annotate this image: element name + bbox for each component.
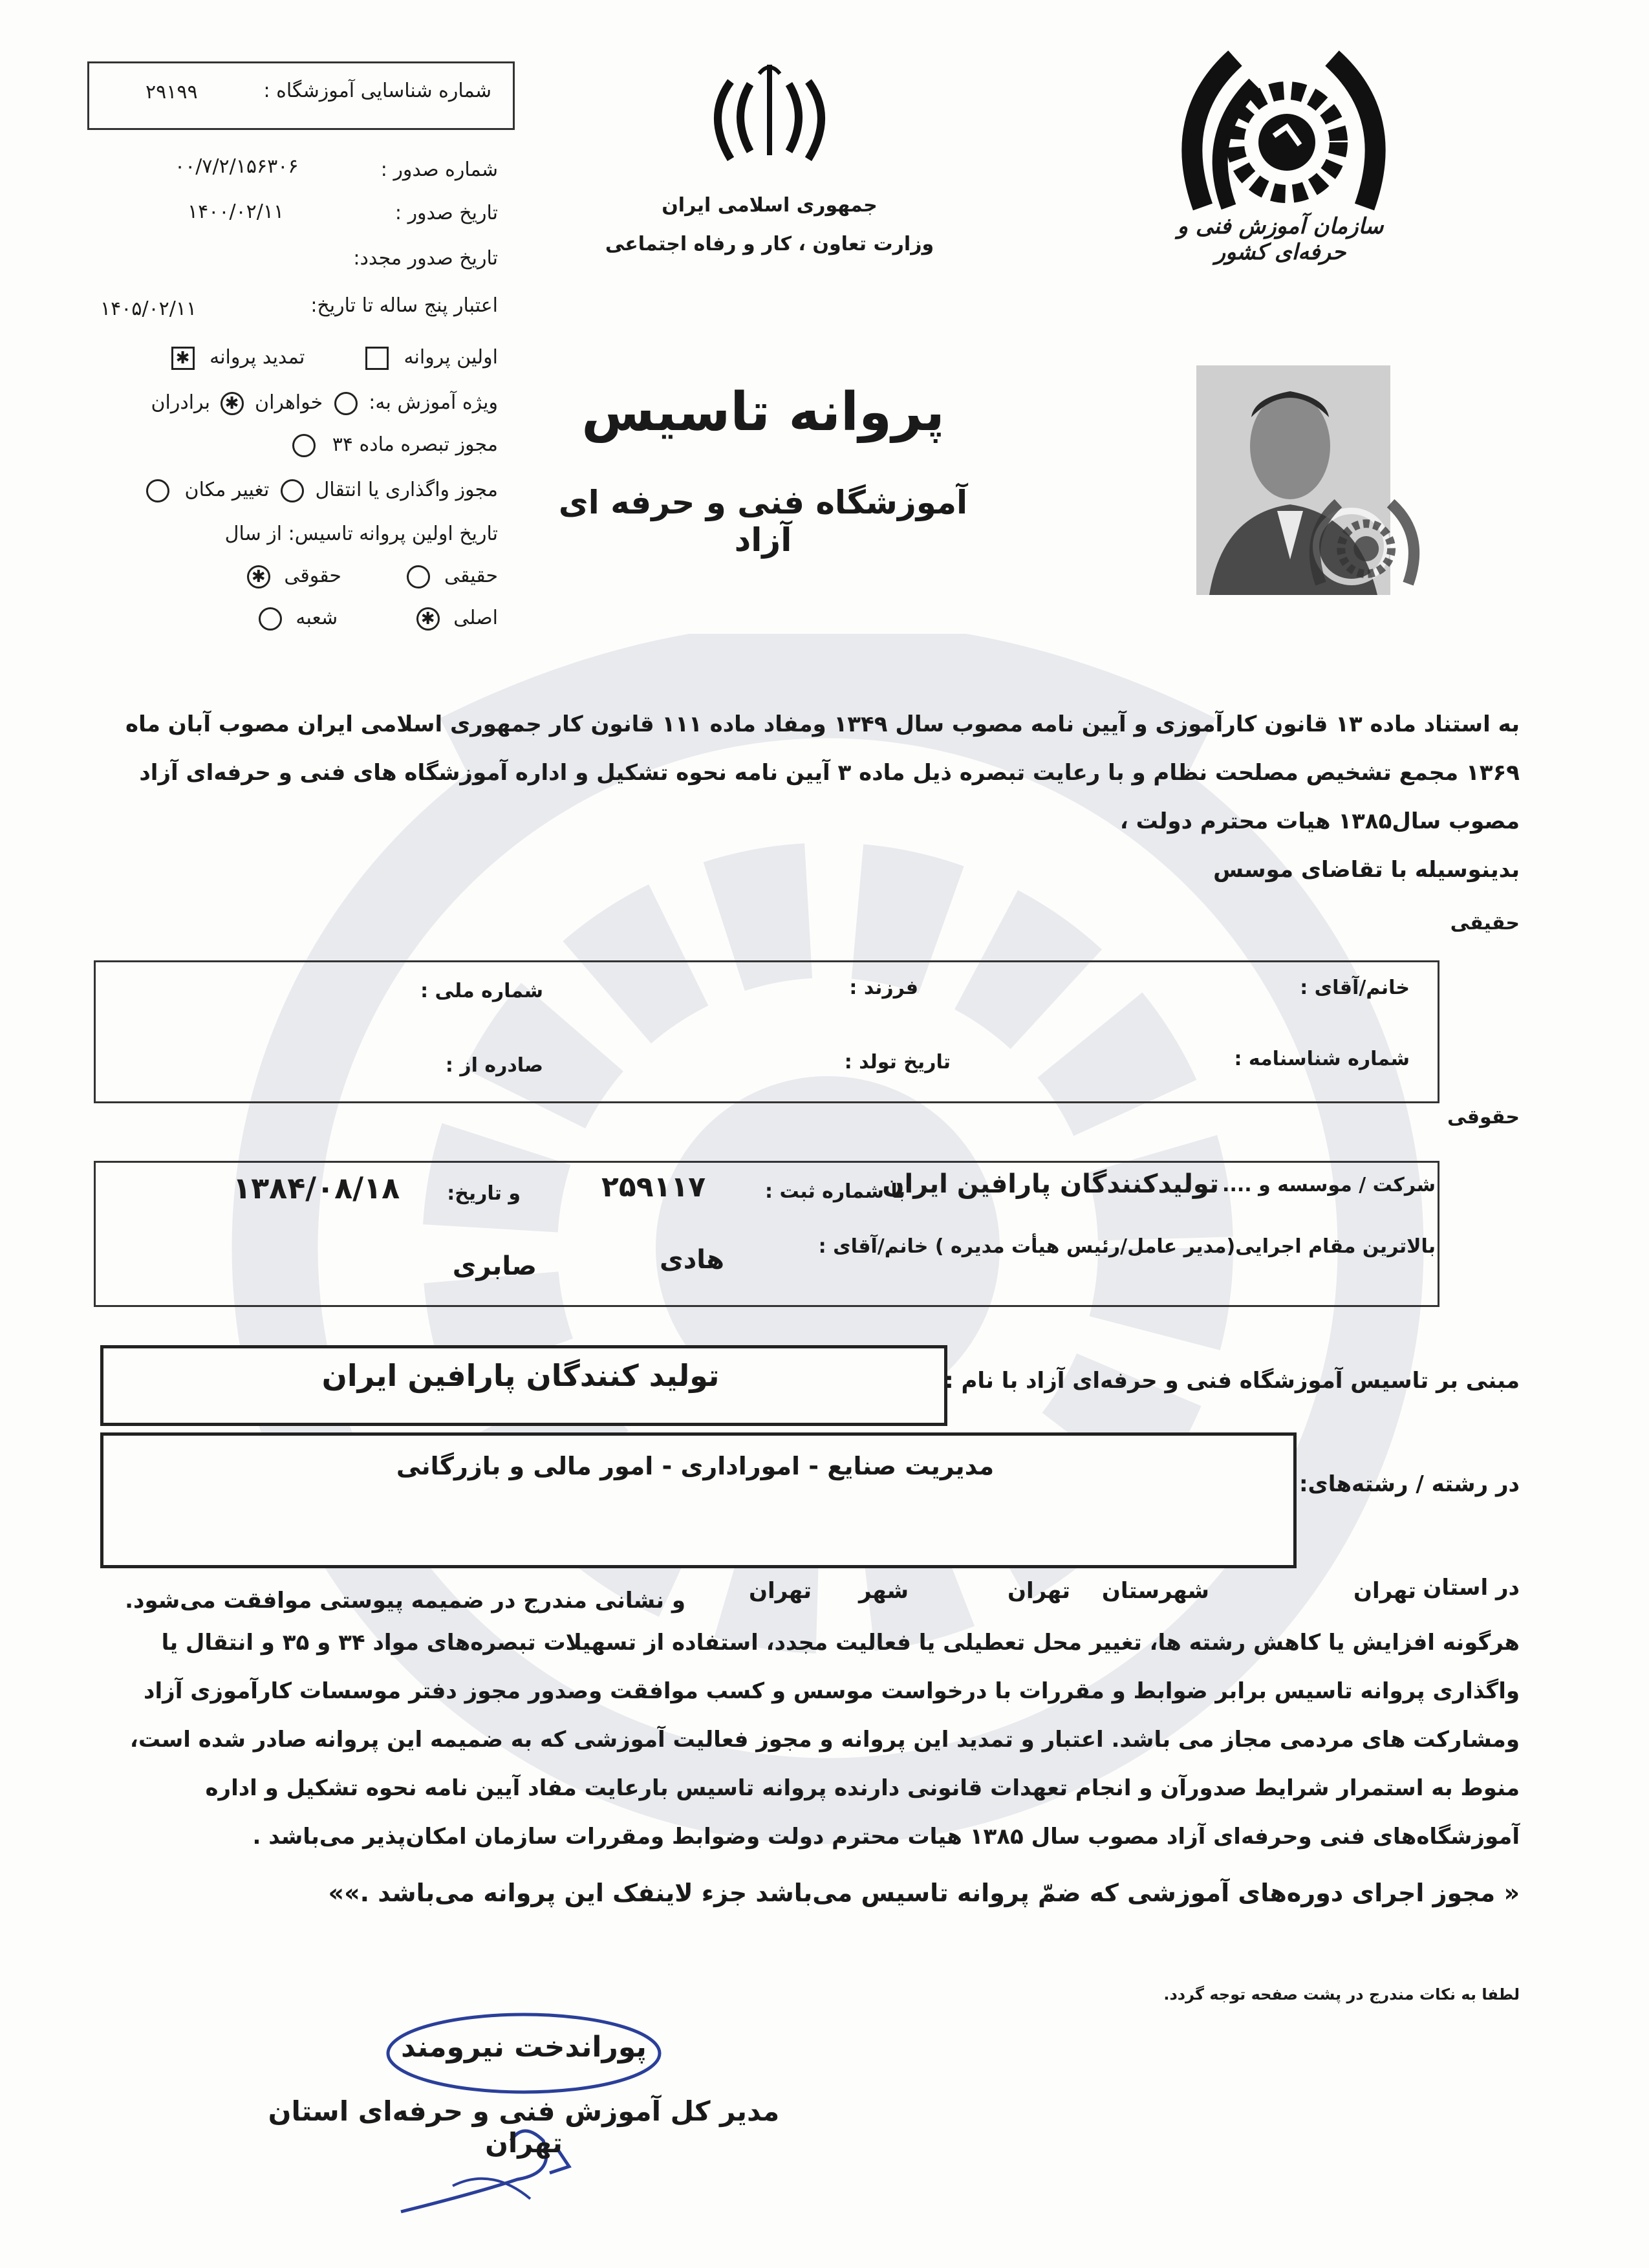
transfer-radio[interactable]: [281, 479, 304, 502]
article34-label: مجوز تبصره ماده ۳۴: [332, 433, 498, 456]
issue-date-label: تاریخ صدور :: [394, 202, 498, 224]
legal-radio[interactable]: ✱: [247, 565, 270, 589]
ceo-last-name: صابری: [452, 1251, 537, 1281]
body-line-4: منوط به استمرار شرایط صدورآن و انجام تعهدات قانونی دارنده پروانه تاسیس بارعایت مفاد آیین نامه نحوه تشکیل و اداره: [205, 1775, 1520, 1801]
real-radio[interactable]: [407, 565, 430, 589]
signatory-title: مدیر کل آموزش فنی و حرفه‌ای استان تهران: [268, 2095, 780, 2159]
location-change-label: تغییر مکان: [184, 479, 270, 501]
province-value: تهران: [1353, 1578, 1416, 1604]
signatory-name: پوراندخت نیرومند: [401, 2031, 647, 2064]
school-name-label: مبنی بر تاسیس آموزشگاه فنی و حرفه‌ای آزاد با نام :: [945, 1368, 1520, 1394]
school-id-value: ۲۹۱۹۹: [146, 81, 198, 103]
iran-emblem-icon: [692, 58, 847, 168]
real-person-box: [94, 960, 1439, 1103]
intro-line-3: مصوب سال۱۳۸۵ هیات محترم دولت ،: [1119, 808, 1520, 834]
main-radio[interactable]: ✱: [416, 607, 440, 631]
document-subtitle: آموزشگاه فنی و حرفه ای آزاد: [558, 484, 968, 559]
brothers-radio[interactable]: ✱: [221, 392, 244, 415]
city-label: شهر: [858, 1578, 909, 1604]
body-line-2: واگذاری پروانه تاسیس برابر ضوابط و مقررات با درخواست موسس و کسب موافقت وصدور مجوز دفتر موسسات کارآموزی آزاد: [144, 1678, 1520, 1704]
republic-text: جمهوری اسلامی ایران: [662, 194, 878, 217]
sisters-radio[interactable]: [334, 392, 358, 415]
reg-date-label: و تاریخ:: [447, 1182, 521, 1205]
license-type-row: [0, 346, 498, 370]
reg-number-value: ۲۵۹۱۱۷: [601, 1171, 706, 1204]
fields-label: در رشته / رشته‌های:: [1299, 1471, 1520, 1497]
legal-label: حقوقی: [284, 565, 341, 587]
ministry-text: وزارت تعاون ، کار و رفاه اجتماعی: [605, 233, 934, 255]
birth-cert-label: شماره شناسنامه :: [1234, 1048, 1410, 1070]
photo-stamp-icon: [1300, 479, 1429, 601]
father-label: فرزند :: [849, 977, 918, 999]
name-label: خانم/آقای :: [1300, 977, 1410, 999]
county-label: شهرستان: [1101, 1578, 1209, 1604]
validity-date-value: ۱۴۰۵/۰۲/۱۱: [100, 297, 197, 320]
real-person-heading: حقیقی: [1450, 912, 1520, 934]
body-line-3: ومشارکت های مردمی مجاز می باشد. اعتبار و تمدید این پروانه و مجوز فعالیت آموزشی که به ضمیمه این پروانه صادر شده است،: [129, 1727, 1520, 1753]
sisters-label: خواهران: [255, 391, 323, 414]
birth-date-label: تاریخ تولد :: [844, 1051, 951, 1074]
reg-date-value: ۱۳۸۴/۰۸/۱۸: [233, 1171, 400, 1205]
location-change-radio[interactable]: [146, 479, 169, 502]
issued-from-label: صادره از :: [445, 1054, 543, 1077]
fields-value: مدیریت صنایع - اموراداری - امور مالی و بازرگانی: [396, 1452, 995, 1480]
legal-real-row: [45, 565, 498, 589]
issue-number-label: شماره صدور :: [380, 158, 498, 181]
intro-line-2: ۱۳۶۹ مجمع تشخیص مصلحت نظام و با رعایت تبصره ذیل ماده ۳ آیین نامه نحوه تشکیل و اداره آموزشگاه های فنی و حرفه‌ای آزاد: [139, 760, 1520, 786]
real-label: حقیقی: [444, 565, 498, 587]
company-label: شرکت / موسسه و ....: [1222, 1174, 1436, 1196]
article34-row: [45, 433, 498, 457]
main-branch-row: [45, 607, 498, 631]
renewal-label: تمدید پروانه: [210, 346, 305, 369]
main-label: اصلی: [453, 607, 498, 629]
reissue-date-label: تاریخ صدور مجدد:: [353, 247, 498, 270]
school-name: تولید کنندگان پارافین ایران: [321, 1358, 720, 1393]
ceo-label: بالاترین مقام اجرایی(مدیر عامل/رئیس هیأت مدیره ) خانم/آقای :: [818, 1235, 1436, 1258]
transfer-label: مجوز واگذاری یا انتقال: [315, 479, 498, 501]
issue-number-value: ۰۰/۷/۲/۱۵۶۳۰۶: [175, 155, 299, 178]
intro-line-4: بدینوسیله با تقاضای موسس: [1213, 857, 1520, 883]
tvto-logo-icon: [1164, 26, 1403, 226]
body-quote: « مجوز اجرای دوره‌های آموزشی که ضمّ پروانه تاسیس می‌باشد جزء لاینفک این پروانه می‌باشد .»»: [328, 1879, 1520, 1907]
reg-number-label: با شماره ثبت :: [765, 1180, 905, 1203]
first-license-checkbox[interactable]: [365, 347, 389, 370]
document-title: پروانه تاسیس: [581, 382, 945, 443]
first-license-label: اولین پروانه: [404, 346, 498, 369]
city-value: تهران: [748, 1578, 812, 1604]
school-id-label: شماره شناسایی آموزشگاه :: [263, 80, 491, 102]
back-page-note: لطفا به نکات مندرج در پشت صفحه توجه گردد.: [1163, 1985, 1520, 2003]
county-value: تهران: [1007, 1578, 1070, 1604]
body-line-1: هرگونه افزایش یا کاهش رشته ها، تغییر محل تعطیلی یا فعالیت مجدد، استفاده از تسهیلات تبصره‌های مواد ۳۴ و ۳۵ و انتقال یا: [161, 1630, 1520, 1656]
legal-person-heading: حقوقی: [1447, 1106, 1520, 1129]
body-line-5: آموزشگاه‌های فنی وحرفه‌ای آزاد مصوب سال ۱۳۸۵ هیات محترم دولت وضوابط ومقررات سازمان امکان‌پذیر می‌باشد .: [252, 1824, 1520, 1850]
branch-label: شعبه: [296, 607, 338, 629]
transfer-row: [0, 479, 498, 502]
ceo-first-name: هادی: [660, 1245, 724, 1275]
company-name: تولیدکنندگان پارافین ایران: [882, 1169, 1219, 1199]
issue-date-value: ۱۴۰۰/۰۲/۱۱: [188, 200, 285, 223]
org-name: سازمان آموزش فنی و حرفه‌ای کشور: [1177, 213, 1384, 265]
special-for-label: ویژه آموزش به:: [369, 391, 498, 414]
location-tail: و نشانی مندرج در ضمیمه پیوستی موافقت می‌شود.: [125, 1588, 685, 1614]
brothers-label: برادران: [151, 391, 210, 414]
gender-row: [0, 391, 498, 415]
branch-radio[interactable]: [259, 607, 282, 631]
validity-label: اعتبار پنج ساله تا تاریخ:: [310, 294, 498, 317]
province-label: در استان: [1423, 1575, 1520, 1601]
intro-line-1: به استناد ماده ۱۳ قانون کارآموزی و آیین نامه مصوب سال ۱۳۴۹ ومفاد ماده ۱۱۱ قانون کار جمهوری اسلامی ایران مصوب آبان ماه: [125, 711, 1520, 737]
article34-radio[interactable]: [292, 434, 316, 457]
national-id-label: شماره ملی :: [420, 980, 543, 1002]
renewal-checkbox[interactable]: ✱: [171, 347, 195, 370]
first-license-date-label: تاریخ اولین پروانه تاسیس: از سال: [224, 523, 498, 545]
